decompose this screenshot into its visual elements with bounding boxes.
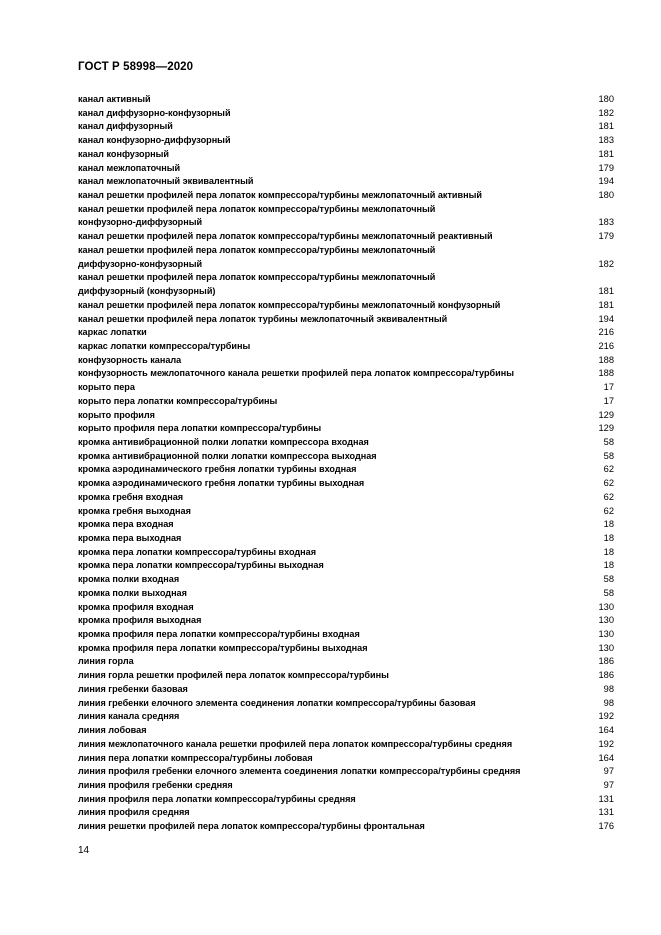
index-entry — [78, 779, 614, 793]
index-entry — [78, 642, 614, 656]
index-term: канал решетки профилей пера лопаток компрессора/турбины межлопаточный активный — [78, 190, 482, 201]
index-entry — [78, 765, 614, 779]
index-term: корыто пера — [78, 382, 135, 393]
index-entry — [78, 299, 614, 313]
index-entry — [78, 655, 614, 669]
index-term: конфузорность межлопаточного канала решетки профилей пера лопаток компрессора/турбины — [78, 368, 515, 379]
index-term: кромка профиля входная — [78, 601, 194, 612]
index-term: канал решетки профилей пера лопаток компрессора/турбины межлопаточный конфузорный — [78, 299, 501, 310]
index-page-ref: 131 — [598, 793, 614, 804]
index-entry — [78, 230, 614, 244]
index-term: канал решетки профилей пера лопаток турбины межлопаточный эквивалентный — [78, 313, 448, 324]
index-term: канал решетки профилей пера лопаток компрессора/турбины межлопаточный диффузорно-конфузорный — [78, 244, 436, 269]
index-term: кромка пера лопатки компрессора/турбины входная — [78, 546, 317, 557]
index-term: канал межлопаточный — [78, 162, 181, 173]
index-page-ref: 62 — [603, 464, 614, 475]
index-page-ref: 181 — [598, 121, 614, 132]
index-page-ref: 192 — [598, 738, 614, 749]
index-term: канал решетки профилей пера лопаток компрессора/турбины межлопаточный реактивный — [78, 231, 493, 242]
index-term: линия решетки профилей пера лопаток компрессора/турбины фронтальная — [78, 821, 425, 832]
index-term: линия профиля гребенки елочного элемента соединения лопатки компрессора/турбины средняя — [78, 766, 521, 777]
index-term: корыто профиля пера лопатки компрессора/турбины — [78, 423, 322, 434]
index-term: кромка профиля пера лопатки компрессора/турбины входная — [78, 629, 360, 640]
index-page-ref: 182 — [598, 107, 614, 118]
index-page-ref: 97 — [603, 779, 614, 790]
index-page-ref: 180 — [598, 94, 614, 104]
index-term: линия межлопаточного канала решетки профилей пера лопаток компрессора/турбины средняя — [78, 738, 513, 749]
index-entry — [78, 450, 614, 464]
index-term: кромка пера выходная — [78, 533, 182, 543]
index-page-ref: 183 — [598, 217, 614, 228]
index-page-ref: 18 — [603, 519, 614, 530]
index-entry — [78, 463, 614, 477]
index-term: кромка гребня входная — [78, 491, 184, 502]
index-term: кромка антивибрационной полки лопатки компрессора выходная — [78, 450, 377, 461]
index-entry — [78, 614, 614, 628]
index-entry — [78, 532, 614, 546]
index-page-ref: 188 — [598, 354, 614, 365]
index-page-ref: 131 — [598, 807, 614, 818]
index-page-ref: 179 — [598, 162, 614, 173]
index-page-ref: 194 — [598, 313, 614, 324]
index-entry — [78, 505, 614, 519]
index-page-ref: 97 — [603, 766, 614, 777]
page-number: 14 — [78, 845, 90, 856]
index-term: кромка пера входная — [78, 519, 174, 530]
index-entry — [78, 820, 614, 834]
index-page-ref: 62 — [603, 491, 614, 502]
index-term: канал диффузорно-конфузорный — [78, 107, 231, 118]
document-header: ГОСТ Р 58998—2020 — [78, 61, 194, 73]
index-entry — [78, 491, 614, 505]
index-term: кромка антивибрационной полки лопатки компрессора входная — [78, 436, 369, 447]
index-term: канал конфузорно-диффузорный — [78, 135, 231, 146]
index-page-ref: 58 — [603, 574, 614, 585]
index-entry — [78, 806, 614, 820]
index-page-ref: 194 — [598, 176, 614, 187]
index-term: линия профиля гребенки средняя — [78, 779, 233, 790]
index-entry — [78, 93, 614, 107]
index-term: кромка профиля выходная — [78, 615, 202, 626]
index-term: канал решетки профилей пера лопаток компрессора/турбины межлопаточный конфузорно-диффузорный — [78, 203, 436, 228]
index-page-ref: 181 — [598, 148, 614, 159]
index-term: канал активный — [78, 94, 151, 104]
index-term: кромка пера лопатки компрессора/турбины выходная — [78, 560, 324, 571]
index-page-ref: 129 — [598, 409, 614, 420]
index-term: канал решетки профилей пера лопаток компрессора/турбины межлопаточный диффузорный (конфузорный) — [78, 272, 436, 297]
index-entry — [78, 354, 614, 368]
index-list — [78, 93, 614, 834]
index-page-ref: 164 — [598, 752, 614, 763]
index-term: кромка аэродинамического гребня лопатки турбины выходная — [78, 478, 365, 489]
index-entry — [78, 683, 614, 697]
index-term: линия профиля средняя — [78, 807, 190, 818]
index-page-ref: 18 — [603, 533, 614, 543]
index-entry — [78, 162, 614, 176]
index-entry — [78, 436, 614, 450]
index-term: кромка гребня выходная — [78, 505, 191, 516]
index-entry — [78, 409, 614, 423]
index-page-ref: 176 — [598, 821, 614, 832]
index-entry — [78, 120, 614, 134]
index-term: канал межлопаточный эквивалентный — [78, 176, 254, 187]
index-entry — [78, 669, 614, 683]
index-term: линия канала средняя — [78, 711, 180, 722]
index-term: кромка полки выходная — [78, 587, 187, 598]
index-entry — [78, 189, 614, 203]
index-entry — [78, 573, 614, 587]
index-page-ref: 186 — [598, 656, 614, 667]
index-entry — [78, 724, 614, 738]
index-page-ref: 98 — [603, 683, 614, 694]
index-entry — [78, 422, 614, 436]
index-term: кромка аэродинамического гребня лопатки турбины входная — [78, 464, 357, 475]
index-page-ref: 18 — [603, 560, 614, 571]
index-entry — [78, 587, 614, 601]
index-entry — [78, 367, 614, 381]
index-entry — [78, 244, 614, 271]
index-page-ref: 129 — [598, 423, 614, 434]
index-page-ref: 98 — [603, 697, 614, 708]
index-page-ref: 181 — [598, 299, 614, 310]
index-term: корыто пера лопатки компрессора/турбины — [78, 395, 278, 406]
index-page-ref: 216 — [598, 327, 614, 338]
index-page-ref: 58 — [603, 436, 614, 447]
index-term: кромка полки входная — [78, 574, 180, 585]
index-page-ref: 186 — [598, 670, 614, 681]
index-entry — [78, 752, 614, 766]
index-term: линия лобовая — [78, 725, 147, 736]
index-entry — [78, 148, 614, 162]
index-entry — [78, 313, 614, 327]
index-entry — [78, 175, 614, 189]
index-term: линия гребенки елочного элемента соединения лопатки компрессора/турбины базовая — [78, 697, 476, 708]
index-entry — [78, 326, 614, 340]
index-page-ref: 17 — [603, 382, 614, 393]
index-page-ref: 182 — [598, 258, 614, 269]
index-page-ref: 58 — [603, 450, 614, 461]
index-entry — [78, 793, 614, 807]
index-page-ref: 180 — [598, 190, 614, 201]
index-page-ref: 181 — [598, 286, 614, 297]
index-entry — [78, 203, 614, 230]
index-entry — [78, 477, 614, 491]
index-entry — [78, 271, 614, 298]
index-page-ref: 18 — [603, 546, 614, 557]
index-page-ref: 130 — [598, 615, 614, 626]
index-page-ref: 192 — [598, 711, 614, 722]
index-entry — [78, 340, 614, 354]
index-page-ref: 62 — [603, 505, 614, 516]
index-term: линия гребенки базовая — [78, 683, 188, 694]
index-term: кромка профиля пера лопатки компрессора/турбины выходная — [78, 642, 368, 653]
index-term: линия горла решетки профилей пера лопаток компрессора/турбины — [78, 670, 389, 681]
index-entry — [78, 107, 614, 121]
index-entry — [78, 710, 614, 724]
index-entry — [78, 546, 614, 560]
index-page-ref: 188 — [598, 368, 614, 379]
index-page-ref: 62 — [603, 478, 614, 489]
index-term: канал конфузорный — [78, 148, 169, 159]
index-entry — [78, 738, 614, 752]
index-term: линия горла — [78, 656, 134, 667]
index-entry — [78, 628, 614, 642]
index-page-ref: 179 — [598, 231, 614, 242]
index-entry — [78, 697, 614, 711]
index-page-ref: 183 — [598, 135, 614, 146]
index-term: конфузорность канала — [78, 354, 182, 365]
index-term: корыто профиля — [78, 409, 155, 420]
index-entry — [78, 559, 614, 573]
index-term: каркас лопатки — [78, 327, 147, 338]
index-page-ref: 17 — [603, 395, 614, 406]
index-term: линия профиля пера лопатки компрессора/турбины средняя — [78, 793, 356, 804]
index-entry — [78, 601, 614, 615]
index-entry — [78, 381, 614, 395]
index-term: каркас лопатки компрессора/турбины — [78, 340, 251, 351]
index-page-ref: 130 — [598, 629, 614, 640]
index-term: канал диффузорный — [78, 121, 173, 132]
index-page-ref: 164 — [598, 725, 614, 736]
index-entry — [78, 134, 614, 148]
index-page-ref: 130 — [598, 601, 614, 612]
index-term: линия пера лопатки компрессора/турбины лобовая — [78, 752, 313, 763]
index-entry — [78, 395, 614, 409]
index-page-ref: 130 — [598, 642, 614, 653]
index-entry — [78, 518, 614, 532]
index-page-ref: 58 — [603, 587, 614, 598]
index-page-ref: 216 — [598, 340, 614, 351]
